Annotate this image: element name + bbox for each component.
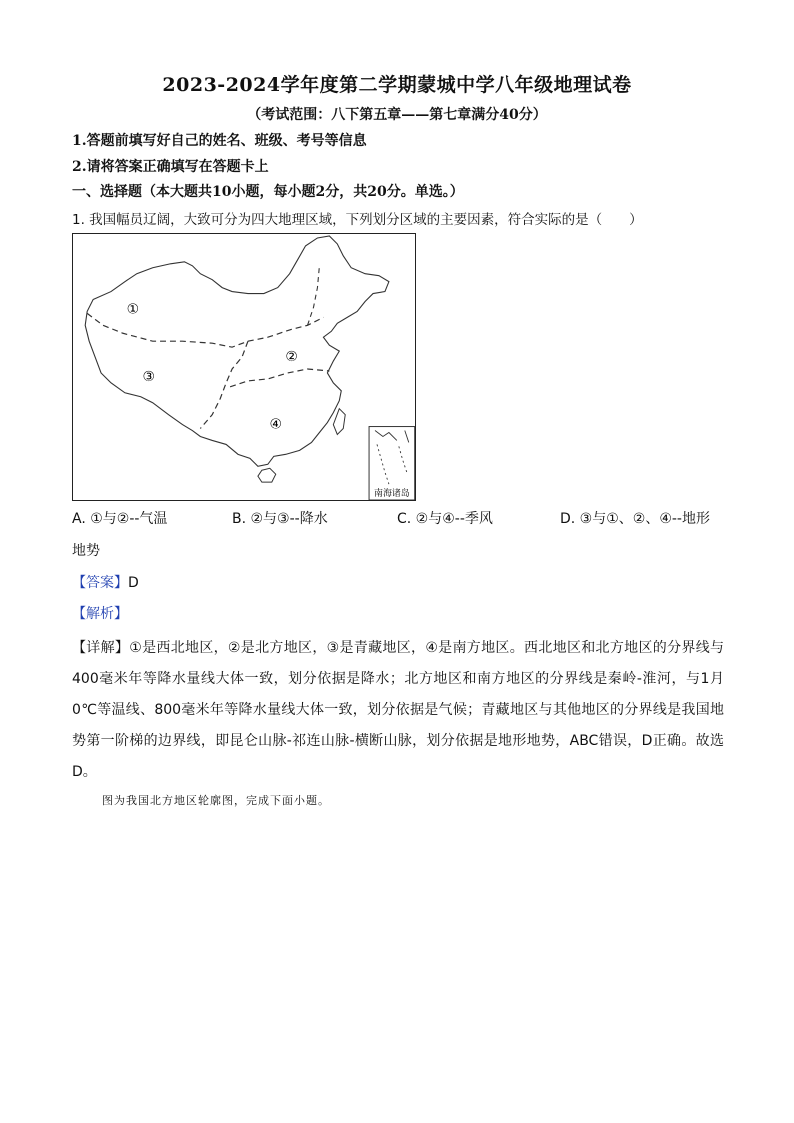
- question-1-stem: 1. 我国幅员辽阔，大致可分为四大地理区域，下列划分区域的主要因素，符合实际的是（ ）: [72, 212, 643, 228]
- section-heading: 一、选择题（本大题共10小题，每小题2分，共20分。单选。）: [72, 184, 464, 200]
- taiwan-island: [333, 409, 345, 435]
- option-a[interactable]: A. ①与②--气温: [72, 511, 168, 527]
- option-c[interactable]: C. ②与④--季风: [397, 511, 493, 527]
- boundary-northwest: [87, 313, 323, 347]
- south-china-sea-inset: [369, 427, 415, 500]
- boundary-qinling-huaihe: [230, 369, 329, 387]
- next-question-intro: 图为我国北方地区轮廓图，完成下面小题。: [102, 794, 330, 807]
- china-outline-svg: [73, 234, 415, 500]
- option-b[interactable]: B. ②与③--降水: [232, 511, 328, 527]
- exam-title: 2023-2024学年度第二学期蒙城中学八年级地理试卷: [162, 74, 632, 96]
- boundary-northeast: [308, 266, 320, 326]
- detail-explanation: [72, 633, 724, 788]
- region-label-3: ③: [142, 368, 155, 385]
- detail-text: ①是西北地区，②是北方地区，③是青藏地区，④是南方地区。西北地区和北方地区的分界线与400毫米年等降水量线大体一致，划分依据是降水；北方地区和南方地区的分界线是秦岭-淮河，与1月0℃等温线、800毫米年等降水量线大体一致，划分依据是气候；青藏地区与其他地区的分界线是我国地势第一阶梯的边界线，即昆仑山脉-祁连山脉-横断山脉，划分依据是地形地势，ABC错误，D正确。故选D。: [72, 640, 725, 780]
- boundary-qinghai-tibet: [200, 341, 248, 428]
- detail-tag: 【详解】: [72, 640, 130, 656]
- instruction-2: 2.请将答案正确填写在答题卡上: [72, 159, 269, 175]
- analysis-tag: [72, 603, 128, 623]
- answer-value: D: [128, 575, 139, 591]
- inset-label: 南海诸岛: [374, 489, 410, 500]
- china-region-map: [72, 233, 416, 501]
- answer-line: [72, 572, 139, 592]
- option-d-continuation: 地势: [72, 543, 100, 559]
- region-label-1: ①: [126, 301, 140, 318]
- instruction-1: 1.答题前填写好自己的姓名、班级、考号等信息: [72, 133, 367, 149]
- answer-tag: 【答案】: [72, 575, 128, 591]
- option-d[interactable]: D. ③与①、②、④--地形: [560, 511, 710, 527]
- china-outline: [85, 236, 389, 466]
- region-label-4: ④: [269, 416, 282, 433]
- analysis-label: 【解析】: [72, 606, 128, 622]
- hainan-island: [258, 468, 276, 482]
- exam-subtitle: （考试范围：八下第五章——第七章满分40分）: [247, 107, 547, 123]
- region-label-2: ②: [285, 349, 298, 366]
